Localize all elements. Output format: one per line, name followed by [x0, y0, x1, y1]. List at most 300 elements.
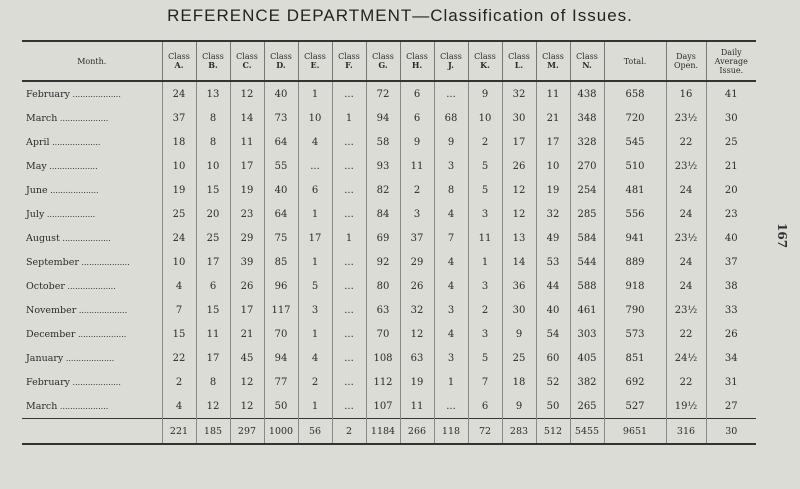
class-value-cell: 49	[536, 226, 570, 250]
class-value-cell: 13	[502, 226, 536, 250]
class-value-cell: 4	[298, 346, 332, 370]
class-value-cell: 60	[536, 346, 570, 370]
class-value-cell: 7	[468, 370, 502, 394]
class-value-cell: 11	[536, 81, 570, 106]
totals-label-cell	[22, 419, 162, 445]
column-header-days-open: Days Open.	[666, 41, 706, 81]
class-value-cell: 84	[366, 202, 400, 226]
table-row	[22, 81, 756, 106]
class-value-cell: 4	[434, 202, 468, 226]
class-total-cell: 5455	[570, 419, 604, 445]
class-value-cell: 1	[298, 202, 332, 226]
class-total-cell: 1000	[264, 419, 298, 445]
class-value-cell: 10	[162, 250, 196, 274]
class-value-cell: 40	[264, 81, 298, 106]
class-code: B.	[208, 60, 218, 70]
class-value-cell: 21	[536, 106, 570, 130]
total-cell: 573	[604, 322, 666, 346]
class-code: G.	[378, 60, 388, 70]
daily-average-cell: 25	[706, 130, 756, 154]
class-value-cell: 19	[230, 178, 264, 202]
class-word: Class	[542, 52, 564, 61]
class-value-cell: 68	[434, 106, 468, 130]
class-value-cell: 12	[196, 394, 230, 419]
class-total-cell: 283	[502, 419, 536, 445]
class-word: Class	[508, 52, 530, 61]
class-total-cell: 221	[162, 419, 196, 445]
class-value-cell: 254	[570, 178, 604, 202]
class-value-cell: 54	[536, 322, 570, 346]
month-cell: November .....	[22, 298, 162, 322]
column-header-class	[298, 41, 332, 81]
days-open-cell: 22	[666, 322, 706, 346]
class-value-cell: 11	[468, 226, 502, 250]
class-value-cell: 3	[468, 322, 502, 346]
page-title: REFERENCE DEPARTMENT—Classification of Issues.	[167, 6, 633, 25]
class-value-cell: 37	[400, 226, 434, 250]
class-value-cell: 32	[536, 202, 570, 226]
daily-average-cell: 31	[706, 370, 756, 394]
class-value-cell: 63	[400, 346, 434, 370]
class-value-cell: 18	[502, 370, 536, 394]
days-open-cell: 24	[666, 178, 706, 202]
class-value-cell: 544	[570, 250, 604, 274]
class-value-cell: 6	[400, 106, 434, 130]
month-cell: January .....	[22, 346, 162, 370]
class-value-cell: 2	[468, 130, 502, 154]
class-word: Class	[406, 52, 428, 61]
class-value-cell: 588	[570, 274, 604, 298]
class-value-cell: 82	[366, 178, 400, 202]
class-value-cell: 9	[434, 130, 468, 154]
class-value-cell: ...	[332, 346, 366, 370]
class-value-cell: 75	[264, 226, 298, 250]
class-value-cell: 11	[230, 130, 264, 154]
class-value-cell: 4	[434, 322, 468, 346]
class-value-cell: 50	[536, 394, 570, 419]
class-value-cell: 3	[434, 298, 468, 322]
class-value-cell: 10	[162, 154, 196, 178]
class-value-cell: 10	[536, 154, 570, 178]
class-value-cell: 8	[196, 370, 230, 394]
class-value-cell: 117	[264, 298, 298, 322]
class-value-cell: 3	[468, 274, 502, 298]
total-cell: 941	[604, 226, 666, 250]
class-word: Class	[474, 52, 496, 61]
days-open-cell: 23½	[666, 106, 706, 130]
class-code: A.	[174, 60, 184, 70]
class-value-cell: 3	[434, 346, 468, 370]
column-header-class	[570, 41, 604, 81]
days-open-cell: 22	[666, 370, 706, 394]
class-value-cell: 32	[502, 81, 536, 106]
class-value-cell: 37	[162, 106, 196, 130]
class-code: C.	[242, 60, 252, 70]
class-value-cell: 13	[196, 81, 230, 106]
class-value-cell: 53	[536, 250, 570, 274]
total-cell: 545	[604, 130, 666, 154]
class-value-cell: 30	[502, 106, 536, 130]
grand-total-cell: 9651	[604, 419, 666, 445]
class-value-cell: ...	[332, 130, 366, 154]
class-value-cell: 6	[468, 394, 502, 419]
class-value-cell: 438	[570, 81, 604, 106]
class-code: N.	[582, 60, 592, 70]
class-value-cell: 15	[196, 298, 230, 322]
class-value-cell: 55	[264, 154, 298, 178]
class-value-cell: 3	[468, 202, 502, 226]
class-value-cell: 85	[264, 250, 298, 274]
class-value-cell: 112	[366, 370, 400, 394]
class-value-cell: 12	[230, 394, 264, 419]
days-open-cell: 19½	[666, 394, 706, 419]
daily-average-cell: 40	[706, 226, 756, 250]
class-value-cell: 93	[366, 154, 400, 178]
class-value-cell: 25	[196, 226, 230, 250]
class-word: Class	[576, 52, 598, 61]
class-value-cell: 17	[196, 250, 230, 274]
class-total-cell: 266	[400, 419, 434, 445]
days-open-cell: 24½	[666, 346, 706, 370]
class-value-cell: 3	[434, 154, 468, 178]
class-value-cell: 1	[332, 106, 366, 130]
class-value-cell: 11	[400, 154, 434, 178]
class-value-cell: 15	[162, 322, 196, 346]
class-value-cell: 96	[264, 274, 298, 298]
class-value-cell: 70	[264, 322, 298, 346]
daily-average-cell: 37	[706, 250, 756, 274]
class-value-cell: 108	[366, 346, 400, 370]
daily-average-cell: 21	[706, 154, 756, 178]
class-value-cell: 6	[400, 81, 434, 106]
daily-average-cell: 41	[706, 81, 756, 106]
month-cell: December .....	[22, 322, 162, 346]
month-cell: March .....	[22, 106, 162, 130]
class-value-cell: 1	[468, 250, 502, 274]
table-row	[22, 322, 756, 346]
days-open-cell: 24	[666, 250, 706, 274]
class-word: Class	[236, 52, 258, 61]
class-value-cell: 36	[502, 274, 536, 298]
class-value-cell: 64	[264, 202, 298, 226]
total-cell: 889	[604, 250, 666, 274]
class-value-cell: 5	[468, 178, 502, 202]
column-header-class	[264, 41, 298, 81]
class-code: H.	[411, 60, 423, 70]
class-value-cell: 94	[264, 346, 298, 370]
class-value-cell: 11	[400, 394, 434, 419]
table-row	[22, 370, 756, 394]
column-header-class	[502, 41, 536, 81]
class-value-cell: 63	[366, 298, 400, 322]
daily-average-cell: 33	[706, 298, 756, 322]
class-value-cell: 2	[400, 178, 434, 202]
class-value-cell: 8	[196, 106, 230, 130]
total-cell: 918	[604, 274, 666, 298]
class-value-cell: 10	[468, 106, 502, 130]
class-value-cell: 12	[502, 178, 536, 202]
class-value-cell: 12	[230, 81, 264, 106]
total-cell: 790	[604, 298, 666, 322]
column-header-daily-average: Daily Average Issue.	[706, 41, 756, 81]
class-value-cell: ...	[332, 154, 366, 178]
class-value-cell: 20	[196, 202, 230, 226]
class-value-cell: 21	[230, 322, 264, 346]
daily-average-cell: 34	[706, 346, 756, 370]
class-value-cell: 64	[264, 130, 298, 154]
class-value-cell: 32	[400, 298, 434, 322]
days-open-cell: 23½	[666, 154, 706, 178]
class-value-cell: 39	[230, 250, 264, 274]
class-value-cell: 107	[366, 394, 400, 419]
class-value-cell: 40	[264, 178, 298, 202]
class-value-cell: 14	[230, 106, 264, 130]
table-row	[22, 202, 756, 226]
class-total-cell: 56	[298, 419, 332, 445]
table-row	[22, 250, 756, 274]
days-open-cell: 23½	[666, 298, 706, 322]
class-value-cell: 1	[434, 370, 468, 394]
table-row	[22, 346, 756, 370]
class-value-cell: ...	[332, 178, 366, 202]
class-word: Class	[168, 52, 190, 61]
class-value-cell: 17	[196, 346, 230, 370]
class-value-cell: 69	[366, 226, 400, 250]
class-code: K.	[480, 60, 490, 70]
class-value-cell: 1	[298, 81, 332, 106]
class-value-cell: ...	[332, 81, 366, 106]
class-total-cell: 118	[434, 419, 468, 445]
class-total-cell: 2	[332, 419, 366, 445]
month-cell: February .....	[22, 370, 162, 394]
class-value-cell: 70	[366, 322, 400, 346]
daily-average-cell: 23	[706, 202, 756, 226]
column-header-class	[162, 41, 196, 81]
table-row	[22, 106, 756, 130]
class-code: J.	[448, 60, 454, 70]
column-header-class	[332, 41, 366, 81]
month-cell: October .....	[22, 274, 162, 298]
class-value-cell: ...	[332, 370, 366, 394]
class-word: Class	[440, 52, 462, 61]
days-open-cell: 16	[666, 81, 706, 106]
class-value-cell: 584	[570, 226, 604, 250]
days-open-cell: 23½	[666, 226, 706, 250]
class-value-cell: 72	[366, 81, 400, 106]
class-word: Class	[270, 52, 292, 61]
class-value-cell: 25	[502, 346, 536, 370]
column-header-class	[230, 41, 264, 81]
month-cell: August .....	[22, 226, 162, 250]
class-value-cell: 265	[570, 394, 604, 419]
issues-table	[22, 40, 756, 445]
class-value-cell: 5	[468, 346, 502, 370]
class-value-cell: 19	[162, 178, 196, 202]
class-total-cell: 1184	[366, 419, 400, 445]
class-value-cell: 45	[230, 346, 264, 370]
class-value-cell: 80	[366, 274, 400, 298]
class-value-cell: 9	[502, 394, 536, 419]
days-total-cell: 316	[666, 419, 706, 445]
class-word: Class	[202, 52, 224, 61]
class-value-cell: 382	[570, 370, 604, 394]
class-word: Class	[304, 52, 326, 61]
daily-average-cell: 38	[706, 274, 756, 298]
total-cell: 658	[604, 81, 666, 106]
class-code: L.	[514, 60, 524, 70]
page-number: 167	[775, 223, 789, 249]
class-value-cell: ...	[332, 394, 366, 419]
class-value-cell: 7	[434, 226, 468, 250]
class-value-cell: 328	[570, 130, 604, 154]
table-row	[22, 154, 756, 178]
class-value-cell: 8	[434, 178, 468, 202]
class-code: M.	[547, 60, 559, 70]
class-value-cell: 40	[536, 298, 570, 322]
class-value-cell: 12	[230, 370, 264, 394]
table-row	[22, 394, 756, 419]
class-value-cell: 14	[502, 250, 536, 274]
class-value-cell: 9	[468, 81, 502, 106]
class-value-cell: 26	[502, 154, 536, 178]
total-cell: 692	[604, 370, 666, 394]
class-value-cell: 94	[366, 106, 400, 130]
class-value-cell: 52	[536, 370, 570, 394]
daily-average-cell: 20	[706, 178, 756, 202]
column-header-month: Month.	[22, 41, 162, 81]
class-total-cell: 512	[536, 419, 570, 445]
class-value-cell: 8	[196, 130, 230, 154]
class-value-cell: 77	[264, 370, 298, 394]
class-value-cell: 4	[298, 130, 332, 154]
total-cell: 556	[604, 202, 666, 226]
class-total-cell: 72	[468, 419, 502, 445]
class-value-cell: 4	[162, 394, 196, 419]
class-code: F.	[345, 60, 353, 70]
table-header	[22, 41, 756, 81]
class-value-cell: 4	[434, 250, 468, 274]
table-totals	[22, 419, 756, 445]
class-value-cell: 461	[570, 298, 604, 322]
class-value-cell: 3	[298, 298, 332, 322]
class-value-cell: 29	[230, 226, 264, 250]
class-value-cell: 1	[298, 394, 332, 419]
class-value-cell: 10	[298, 106, 332, 130]
class-value-cell: 26	[230, 274, 264, 298]
month-cell: March .....	[22, 394, 162, 419]
days-open-cell: 22	[666, 130, 706, 154]
month-cell: September .....	[22, 250, 162, 274]
month-cell: May .....	[22, 154, 162, 178]
daily-average-cell: 26	[706, 322, 756, 346]
table-body	[22, 81, 756, 419]
class-value-cell: ...	[434, 81, 468, 106]
class-value-cell: 405	[570, 346, 604, 370]
class-value-cell: 22	[162, 346, 196, 370]
column-header-class	[434, 41, 468, 81]
table-row	[22, 178, 756, 202]
class-value-cell: 17	[230, 298, 264, 322]
month-cell: April .....	[22, 130, 162, 154]
class-value-cell: 5	[468, 154, 502, 178]
average-total-cell: 30	[706, 419, 756, 445]
column-header-class	[400, 41, 434, 81]
class-value-cell: ...	[332, 274, 366, 298]
class-value-cell: 23	[230, 202, 264, 226]
class-code: E.	[310, 60, 320, 70]
class-word: Class	[338, 52, 360, 61]
class-value-cell: 25	[162, 202, 196, 226]
class-total-cell: 185	[196, 419, 230, 445]
total-cell: 481	[604, 178, 666, 202]
days-open-cell: 24	[666, 202, 706, 226]
total-cell: 510	[604, 154, 666, 178]
class-value-cell: 6	[196, 274, 230, 298]
class-value-cell: 2	[468, 298, 502, 322]
class-value-cell: 2	[162, 370, 196, 394]
class-value-cell: 44	[536, 274, 570, 298]
class-value-cell: 285	[570, 202, 604, 226]
class-value-cell: 92	[366, 250, 400, 274]
class-value-cell: ...	[298, 154, 332, 178]
column-header-class	[468, 41, 502, 81]
class-value-cell: 4	[434, 274, 468, 298]
table-row	[22, 130, 756, 154]
class-value-cell: 19	[400, 370, 434, 394]
class-value-cell: 6	[298, 178, 332, 202]
total-cell: 851	[604, 346, 666, 370]
class-value-cell: 10	[196, 154, 230, 178]
class-value-cell: 58	[366, 130, 400, 154]
class-value-cell: 30	[502, 298, 536, 322]
class-value-cell: 19	[536, 178, 570, 202]
class-value-cell: 9	[502, 322, 536, 346]
class-value-cell: ...	[332, 202, 366, 226]
days-open-cell: 24	[666, 274, 706, 298]
table-row	[22, 298, 756, 322]
class-value-cell: 3	[400, 202, 434, 226]
column-header-class	[366, 41, 400, 81]
class-total-cell: 297	[230, 419, 264, 445]
class-value-cell: 7	[162, 298, 196, 322]
class-value-cell: 50	[264, 394, 298, 419]
column-header-total: Total.	[604, 41, 666, 81]
class-value-cell: 12	[502, 202, 536, 226]
class-value-cell: 5	[298, 274, 332, 298]
total-cell: 720	[604, 106, 666, 130]
class-value-cell: 11	[196, 322, 230, 346]
class-word: Class	[372, 52, 394, 61]
class-value-cell: 17	[502, 130, 536, 154]
column-header-class	[536, 41, 570, 81]
class-value-cell: 1	[332, 226, 366, 250]
class-value-cell: 1	[298, 250, 332, 274]
class-value-cell: 29	[400, 250, 434, 274]
class-value-cell: 17	[298, 226, 332, 250]
class-value-cell: 303	[570, 322, 604, 346]
class-value-cell: 1	[298, 322, 332, 346]
class-value-cell: 348	[570, 106, 604, 130]
class-value-cell: 4	[162, 274, 196, 298]
total-cell: 527	[604, 394, 666, 419]
table-row	[22, 226, 756, 250]
class-value-cell: 270	[570, 154, 604, 178]
class-value-cell: 17	[230, 154, 264, 178]
class-value-cell: 26	[400, 274, 434, 298]
daily-average-cell: 30	[706, 106, 756, 130]
class-value-cell: ...	[332, 298, 366, 322]
column-header-class	[196, 41, 230, 81]
